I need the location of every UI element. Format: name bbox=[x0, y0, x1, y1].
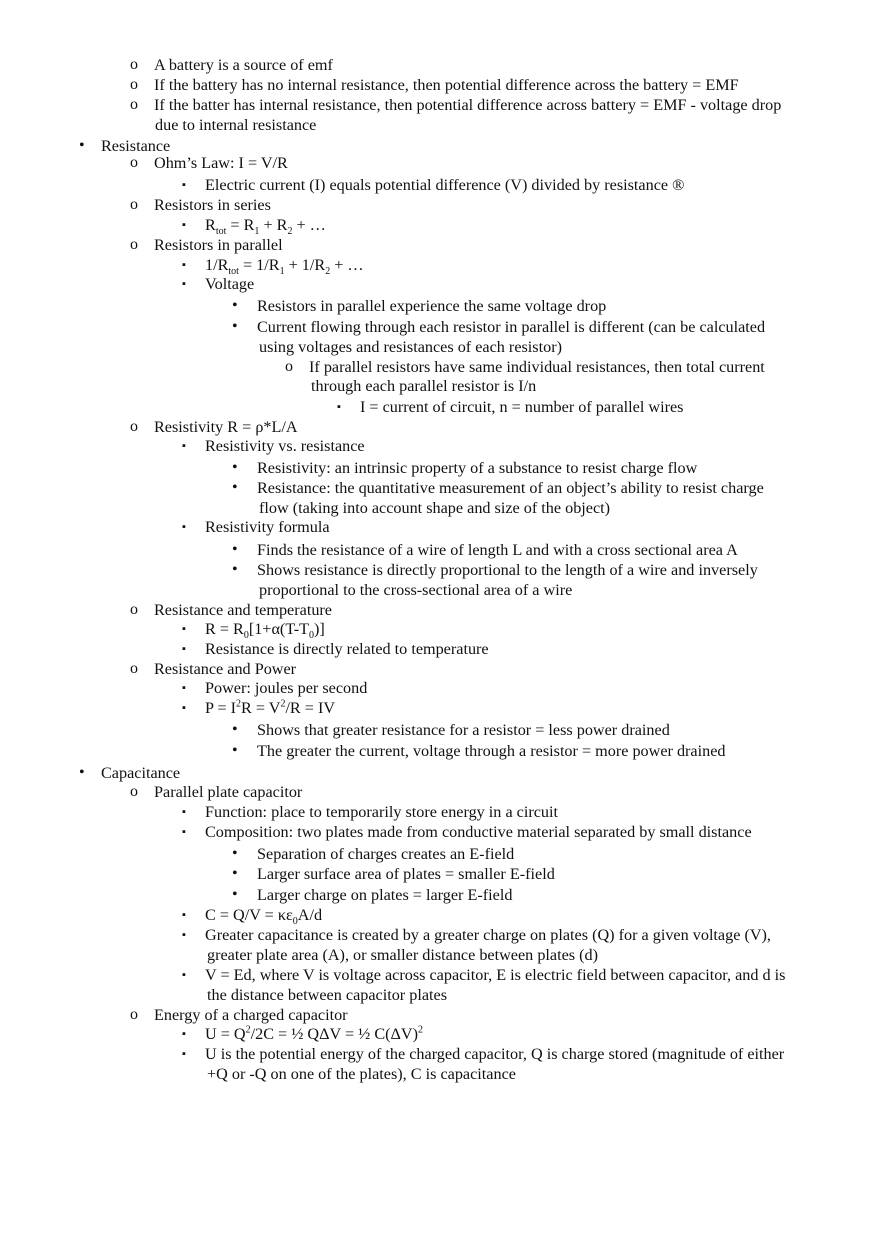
outline-item: Energy of a charged capacitor bbox=[154, 1006, 348, 1024]
outline-item: $1/R_{tot} = 1/R_1 + 1/R_2$ + … bbox=[205, 256, 364, 278]
outline-item: due to internal resistance bbox=[155, 116, 317, 134]
outline-item: greater plate area (A), or smaller distance between plates (d) bbox=[207, 946, 598, 964]
circle-bullet-icon: o bbox=[130, 1006, 138, 1023]
square-bullet-icon: ▪ bbox=[182, 1028, 186, 1040]
circle-bullet-icon: o bbox=[130, 76, 138, 93]
outline-item: Larger surface area of plates = smaller E-field bbox=[257, 865, 555, 883]
outline-item: Composition: two plates made from conductive material separated by small distance bbox=[205, 823, 752, 841]
bullet-icon: • bbox=[232, 297, 238, 314]
section-heading: Capacitance bbox=[101, 764, 181, 782]
outline-item: Separation of charges creates an E-field bbox=[257, 845, 515, 863]
outline-item: U is the potential energy of the charged capacitor, Q is charge stored (magnitude of either bbox=[205, 1045, 785, 1063]
square-bullet-icon: ▪ bbox=[182, 826, 186, 838]
outline-item: Shows resistance is directly proportional to the length of a wire and inversely bbox=[257, 561, 758, 579]
outline-item: Current flowing through each resistor in parallel is different (can be calculated bbox=[257, 318, 766, 336]
outline-item: the distance between capacitor plates bbox=[207, 986, 447, 1004]
outline-item: through each parallel resistor is I/n bbox=[311, 377, 537, 395]
square-bullet-icon: ▪ bbox=[182, 929, 186, 941]
outline-item: Resistors in parallel bbox=[154, 236, 283, 254]
circle-bullet-icon: o bbox=[130, 418, 138, 435]
outline-item: Voltage bbox=[205, 275, 255, 293]
square-bullet-icon: ▪ bbox=[182, 1048, 186, 1060]
square-bullet-icon: ▪ bbox=[182, 259, 186, 271]
bullet-icon: • bbox=[232, 742, 238, 759]
square-bullet-icon: ▪ bbox=[182, 623, 186, 635]
bullet-icon: • bbox=[232, 318, 238, 335]
outline-item: $R = R_0[1+\alpha(T-T_0)]$ bbox=[205, 620, 325, 642]
outline-item: A battery is a source of emf bbox=[154, 56, 333, 74]
circle-bullet-icon: o bbox=[130, 660, 138, 677]
outline-item: Electric current (I) equals potential difference (V) divided by resistance ® bbox=[205, 176, 685, 194]
circle-bullet-icon: o bbox=[130, 783, 138, 800]
outline-item: Resistivity vs. resistance bbox=[205, 437, 365, 455]
circle-bullet-icon: o bbox=[130, 56, 138, 73]
outline-item: Resistivity formula bbox=[205, 518, 330, 536]
circle-bullet-icon: o bbox=[130, 236, 138, 253]
outline-item: If the batter has internal resistance, then potential difference across battery = EMF - voltage drop bbox=[154, 96, 782, 114]
outline-item: The greater the current, voltage through a resistor = more power drained bbox=[257, 742, 726, 760]
circle-bullet-icon: o bbox=[285, 358, 293, 375]
circle-bullet-icon: o bbox=[130, 601, 138, 618]
outline-item: Shows that greater resistance for a resistor = less power drained bbox=[257, 721, 670, 739]
square-bullet-icon: ▪ bbox=[182, 521, 186, 533]
outline-item: Greater capacitance is created by a greater charge on plates (Q) for a given voltage (V), bbox=[205, 926, 771, 944]
square-bullet-icon: ▪ bbox=[182, 643, 186, 655]
outline-item: flow (taking into account shape and size of the object) bbox=[259, 499, 611, 517]
outline-item: $U = Q^2/2C$ = ½ QΔV = ½ $C(\Delta V)^2$ bbox=[205, 1024, 423, 1043]
bullet-icon: • bbox=[79, 137, 85, 154]
outline-item: If the battery has no internal resistance, then potential difference across the battery = EMF bbox=[154, 76, 739, 94]
square-bullet-icon: ▪ bbox=[182, 440, 186, 452]
outline-item: Resistivity: an intrinsic property of a substance to resist charge flow bbox=[257, 459, 698, 477]
outline-item: Function: place to temporarily store energy in a circuit bbox=[205, 803, 559, 821]
outline-item: Finds the resistance of a wire of length L and with a cross sectional area A bbox=[257, 541, 738, 559]
outline-item: Ohm’s Law: I = V/R bbox=[154, 154, 288, 172]
square-bullet-icon: ▪ bbox=[182, 702, 186, 714]
bullet-icon: • bbox=[232, 886, 238, 903]
outline-item: Resistors in parallel experience the same voltage drop bbox=[257, 297, 607, 315]
outline-item: $C = Q/V = \kappa\varepsilon_0A/d$ bbox=[205, 906, 323, 928]
square-bullet-icon: ▪ bbox=[182, 969, 186, 981]
outline-item: V = Ed, where V is voltage across capacitor, E is electric field between capacitor, and d is bbox=[205, 966, 786, 984]
circle-bullet-icon: o bbox=[130, 96, 138, 113]
outline-item: Larger charge on plates = larger E-field bbox=[257, 886, 513, 904]
square-bullet-icon: ▪ bbox=[337, 401, 341, 413]
outline-item: Resistance is directly related to temperature bbox=[205, 640, 489, 658]
outline-item: If parallel resistors have same individual resistances, then total current bbox=[309, 358, 765, 376]
outline-item: Resistance and Power bbox=[154, 660, 297, 678]
square-bullet-icon: ▪ bbox=[182, 682, 186, 694]
square-bullet-icon: ▪ bbox=[182, 278, 186, 290]
square-bullet-icon: ▪ bbox=[182, 909, 186, 921]
outline-item: using voltages and resistances of each resistor) bbox=[259, 338, 562, 356]
square-bullet-icon: ▪ bbox=[182, 179, 186, 191]
outline-item: Resistors in series bbox=[154, 196, 271, 214]
outline-item: I = current of circuit, n = number of parallel wires bbox=[360, 398, 684, 416]
outline-item: $R_{tot} = R_1 + R_2$ + … bbox=[205, 216, 326, 238]
bullet-icon: • bbox=[232, 865, 238, 882]
bullet-icon: • bbox=[232, 459, 238, 476]
outline-item: Resistance: the quantitative measurement of an object’s ability to resist charge bbox=[257, 479, 764, 497]
bullet-icon: • bbox=[232, 721, 238, 738]
outline-item: proportional to the cross-sectional area of a wire bbox=[259, 581, 573, 599]
bullet-icon: • bbox=[232, 541, 238, 558]
outline-item: $P = I^2R = V^2/R$ = IV bbox=[205, 698, 336, 717]
bullet-icon: • bbox=[79, 764, 85, 781]
section-heading: Resistance bbox=[101, 137, 171, 155]
outline-item: Resistance and temperature bbox=[154, 601, 332, 619]
outline-item: Resistivity R = ρ*L/A bbox=[154, 418, 298, 436]
bullet-icon: • bbox=[232, 845, 238, 862]
outline-item: +Q or -Q on one of the plates), C is capacitance bbox=[207, 1065, 516, 1083]
bullet-icon: • bbox=[232, 479, 238, 496]
outline-item: Power: joules per second bbox=[205, 679, 368, 697]
outline-item: Parallel plate capacitor bbox=[154, 783, 303, 801]
square-bullet-icon: ▪ bbox=[182, 219, 186, 231]
circle-bullet-icon: o bbox=[130, 154, 138, 171]
circle-bullet-icon: o bbox=[130, 196, 138, 213]
square-bullet-icon: ▪ bbox=[182, 806, 186, 818]
bullet-icon: • bbox=[232, 561, 238, 578]
